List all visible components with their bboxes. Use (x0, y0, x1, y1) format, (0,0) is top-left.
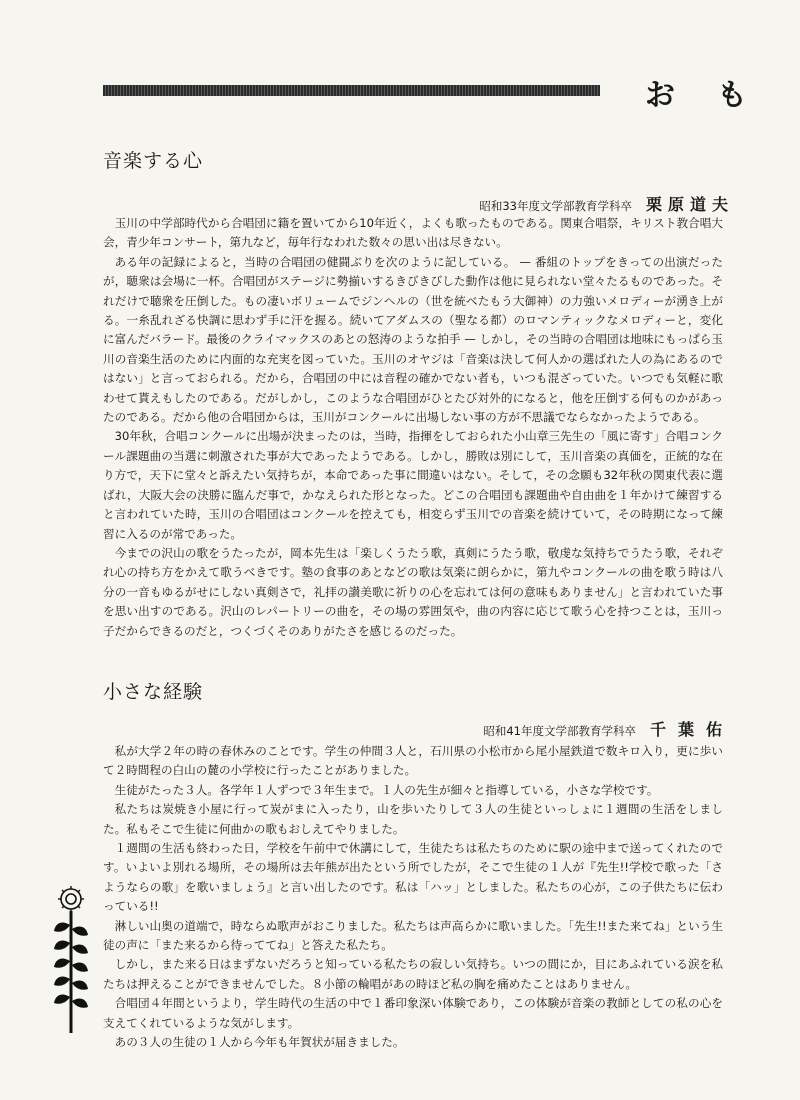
article1-paragraph: ある年の記録によると，当時の合唱団の健闘ぶりを次のように記している。 — 番組のトップをきっての出演だったが，聴衆は会場に一杯。合唱団がステージに勢揃いするきびきびした動作は他に見られない堂々たるものであった。それだけで聴衆を圧倒した。もの凄いボリュームでジンヘルの（世を統べたもう大御神）の力強いメロディーが湧き上がる。一糸乱れざる快調に思わず手に汗を握る。続いてアダムスの（聖なる都）のロマンティックなメロディーと，変化に富んだバラード。最後のクライマックスのあとの怒涛のような拍手 — しかし，その当時の合唱団は地味にもっぱら玉川の音楽生活のために内面的な充実を図っていた。玉川のオヤジは「音楽は決して何人かの選ばれた人の為にあるのではない」と言っておられる。だから，合唱団の中には音程の確かでない者も，いつも混ざっていた。いつでも気軽に歌わせて貰えもしたのである。だがしかし，このような合唱団がひとたび対外的になると，他を圧倒する何ものかがあったのである。だから他の合唱団からは，玉川がコンクールに出場しない事の方が不思議でならなかったようである。 (103, 254, 723, 425)
article2-body (103, 742, 723, 1053)
article2-paragraph: １週間の生活も終わった日，学校を午前中で休講にして，生徒たちは私たちのために駅の途中まで送ってくれたのです。いよいよ別れる場所，その場所は去年熊が出たという所でしたが，そこで生徒の１人が『先生!!学校で歌った「さようならの歌」を歌いましょう』と言い出したのです。私は「ハッ」としました。私たちの心が，この子供たちに伝わっている!! (103, 841, 723, 914)
article1-paragraph: 今までの沢山の歌をうたったが，岡本先生は「楽しくうたう歌，真剣にうたう歌，敬虔な気持ちでうたう歌，それぞれ心の持ち方をかえて歌うべきです。塾の食事のあとなどの歌は気楽に朗らかに，第九やコンクールの曲を歌う時は八分の一音もゆるがせにしない真剣さで，礼拝の讃美歌に祈りの心を忘れては何の意味もありません」と言われていた事を思い出すのである。沢山のレパートリーの曲を，その場の雰囲気や，曲の内容に応じて歌う心を持つことは，玉川っ子だからできるのだと，つくづくそのありがたさを感じるのだった。 (103, 545, 723, 638)
article2-paragraph: しかし，また来る日はまずないだろうと知っている私たちの寂しい気持ち。いつの間にか，目にあふれている涙を私たちは押えることができませんでした。８小節の輪唱があの時ほど私の胸を痛めたことはありません。 (103, 957, 723, 991)
article2-author: 千葉佑 (649, 720, 734, 739)
article1-affiliation: 昭和33年度文学部教育学科卒 (479, 199, 632, 213)
article2-paragraph: あの３人の生徒の１人から今年も年賀状が届きました。 (114, 1035, 405, 1050)
decorative-bar (103, 85, 600, 96)
article2-paragraph: 合唱団４年間というより，学生時代の生活の中で１番印象深い体験であり，この体験が音楽の教師としての私の心を支えてくれているような気がします。 (103, 996, 723, 1030)
article1-title: 音楽する心 (103, 150, 204, 172)
article1-paragraph: 玉川の中学部時代から合唱団に籍を置いてから10年近く，よくも歌ったものである。関東合唱祭，キリスト教合唱大会，青少年コンサート，第九など，毎年行なわれた数々の思い出は尽きない。 (103, 216, 723, 250)
article1-paragraph: 30年秋，合唱コンクールに出場が決まったのは，当時，指揮をしておられた小山章三先生の「風に寄す」合唱コンクール課題曲の当選に刺激された事が大であったようである。しかし，勝敗は別にして，玉川音楽の真価を，正統的な在り方で，天下に堂々と訴えたい気持ちが，本命であった事に間違いはない。そして，その念願も32年秋の関東代表に選ばれ，大阪大会の決勝に臨んだ事で，かなえられた形となった。どこの合唱団も課題曲や自由曲を１年かけて練習すると言われていた時，玉川の合唱団はコンクールを控えても，相変らず玉川での音楽を続けていて，その時期になって練習に入るのが常であった。 (103, 429, 723, 541)
article2-affiliation: 昭和41年度文学部教育学科卒 (483, 724, 636, 738)
article2-paragraph: 淋しい山奥の道端で，時ならぬ歌声がおこりました。私たちは声高らかに歌いました。「先生!!また来てね」という生徒の声に「また来るから待っててね」と答えた私たち。 (103, 918, 723, 953)
flower-illustration-icon (52, 885, 90, 1035)
article2-paragraph: 私が大学２年の時の春休みのことです。学生の仲間３人と，石川県の小松市から尾小屋鉄道で数キロ入り，更に歩いて２時間程の白山の麓の小学校に行ったことがありました。 (103, 744, 723, 778)
article1-author: 栗原道夫 (645, 195, 734, 214)
article2-title: 小さな経験 (103, 681, 204, 703)
article2-byline (483, 717, 734, 740)
article1-body (103, 214, 723, 641)
article1-byline (479, 192, 734, 215)
article2-paragraph: 私たちは炭焼き小屋に行って炭がまに入ったり，山を歩いたりして３人の生徒といっしょに１週間の生活をしました。私もそこで生徒に何曲かの歌もおしえてやりました。 (103, 802, 723, 836)
header-title: おも (645, 78, 789, 113)
article2-paragraph: 生徒がたった３人。各学年１人ずつで３年生まで。１人の先生が細々と指導している，小さな学校です。 (114, 782, 659, 797)
